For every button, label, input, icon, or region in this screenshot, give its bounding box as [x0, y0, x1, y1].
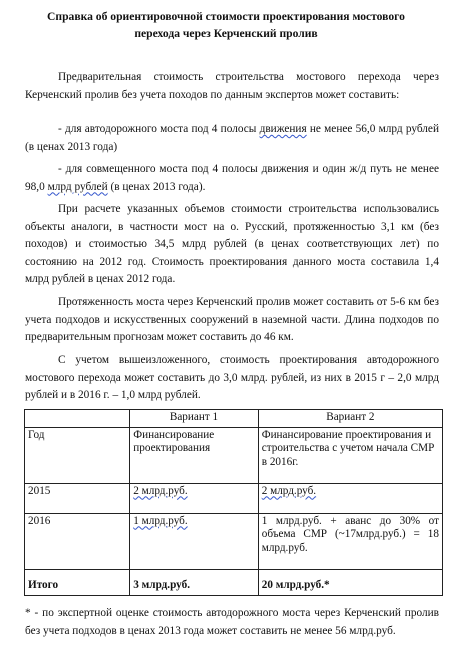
bullet-combined-bridge: [25, 161, 439, 196]
table-cell: Финансирование проектирования и строительства с учетом начала СМР в 2016г.: [258, 427, 442, 483]
bullet-combined-text-b: (в ценах 2013 года).: [107, 180, 206, 193]
table-row: [25, 513, 443, 569]
document-title: Справка об ориентировочной стоимости проектирования мостового перехода через Керченский пролив: [47, 10, 405, 40]
value-2015-v1: 2 млрд.руб.: [133, 484, 188, 497]
table-cell: [130, 513, 258, 569]
table-total-row: [25, 569, 443, 595]
conclusion-paragraph: С учетом вышеизложенного, стоимость проектирования автодорожного мостового перехода может составить до 3,0 млрд. рублей, из них в 2015 г – 2,0 млрд рублей и в 2016 г. – 1,0 млрд рублей.: [25, 354, 439, 401]
table-cell: Итого: [25, 569, 130, 595]
table-cell: [25, 410, 130, 428]
length-paragraph: Протяженность моста через Керченский пролив может составить от 5-6 км без учета подходов и искусственных сооружений в наземной части. Длина подходов по предварительным прогнозам может составить до 46 км.: [25, 296, 439, 343]
value-2015-v2: 2 млрд.руб.: [261, 484, 317, 497]
table-cell: [258, 483, 442, 513]
bullet-road-text-b: не менее 56,0 млрд рублей (в ценах 2013 года): [25, 123, 439, 153]
table-cell: 3 млрд.руб.: [130, 569, 258, 595]
table-cell: 20 млрд.руб.*: [258, 569, 442, 595]
value-2016-v1: 1 млрд.руб.: [133, 514, 188, 527]
bullet-combined-text-a: - для совмещенного моста под 4 полосы движения и один ж/д путь не менее 98,0: [25, 163, 439, 193]
table-cell: [130, 483, 258, 513]
bullet-road-word: движения: [259, 123, 307, 135]
table-header-row: [25, 410, 443, 428]
table-row: [25, 427, 443, 483]
value-2016-v2: 1 млрд.руб. + аванс до 30% от объема СМР (~17млрд.руб.) = 18 млрд.руб.: [258, 513, 442, 569]
footnote: * - по экспертной оценке стоимость автодорожного моста через Керченский пролив без учета подходов в ценах 2013 года может составить не менее 56 млрд.руб.: [25, 607, 439, 637]
table-cell: 2015: [25, 483, 130, 513]
intro-paragraph: Предварительная стоимость строительства мостового перехода через Керченский пролив без учета походов по данным экспертов может составить:: [25, 71, 439, 101]
bullet-road-bridge: [25, 121, 439, 156]
analog-paragraph: При расчете указанных объемов стоимости строительства использовались объекты аналоги, в частности мост на о. Русский, протяженностью 3,1 км (без походов) и стоимостью 34,5 млрд рублей (в ценах соответствующих лет) по состоянию на 2012 год. Стоимость проектирования данного моста составила 1,4 млрд рублей в ценах 2012 года.: [25, 203, 439, 285]
header-variant-1: Вариант 1: [130, 410, 258, 428]
header-variant-2: Вариант 2: [258, 410, 442, 428]
table-cell: Финансирование проектирования: [130, 427, 258, 483]
table-row: [25, 483, 443, 513]
table-cell: Год: [25, 427, 130, 483]
funding-table: [24, 409, 443, 596]
bullet-combined-word: млрд рублей: [47, 180, 108, 193]
table-cell: 2016: [25, 513, 130, 569]
bullet-road-text-a: - для автодорожного моста под 4 полосы: [58, 123, 260, 135]
